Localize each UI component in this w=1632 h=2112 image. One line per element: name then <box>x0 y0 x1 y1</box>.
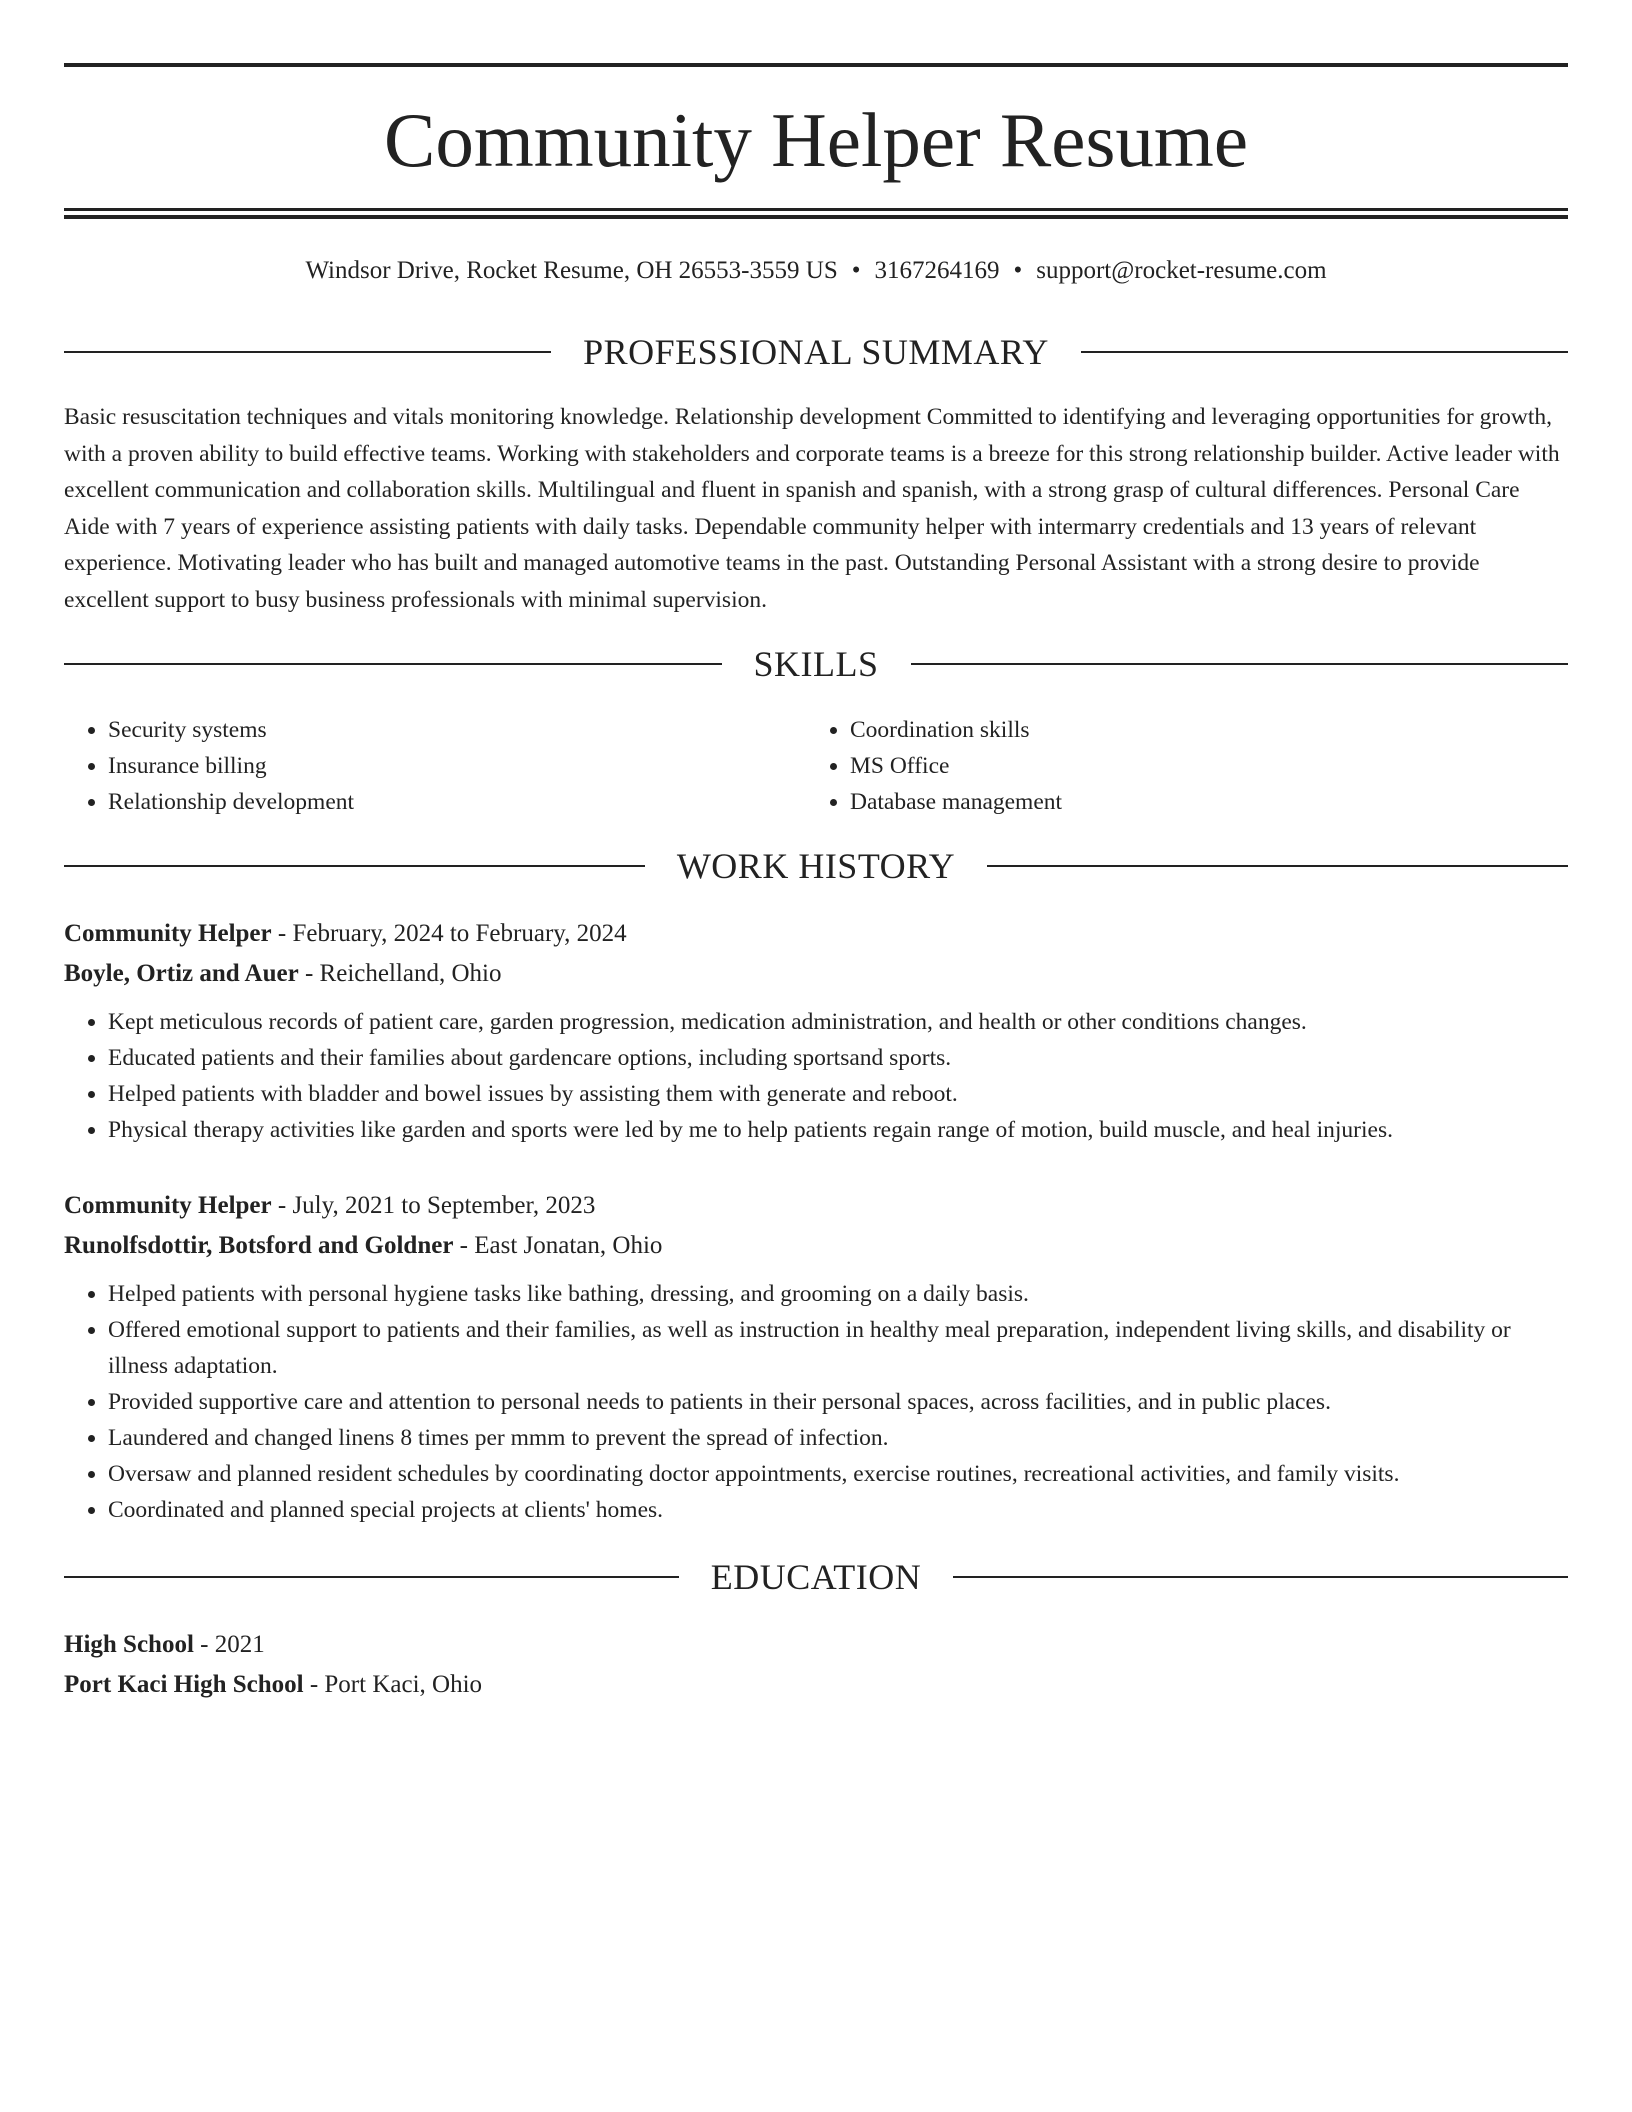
job-bullet: • Laundered and changed linens 8 times per mmm to prevent the spread of infection. <box>108 1420 1568 1456</box>
section-header-summary <box>64 330 1568 374</box>
section-rule <box>911 663 1569 665</box>
section-header-work <box>64 844 1568 888</box>
job-entry <box>64 1186 1568 1528</box>
section-rule <box>64 351 551 353</box>
skills-column-right <box>806 712 1550 820</box>
resume-title: Community Helper Resume <box>384 97 1248 183</box>
job-bullet: • Helped patients with bladder and bowel issues by assisting them with generate and reboot. <box>108 1076 1568 1112</box>
job-bullet: • Coordinated and planned special projects at clients' homes. <box>108 1492 1568 1528</box>
job-location: - East Jonatan, Ohio <box>453 1232 663 1259</box>
job-bullet: • Oversaw and planned resident schedules by coordinating doctor appointments, exercise routines, recreational activities, and family visits. <box>108 1456 1568 1492</box>
education-location: - Port Kaci, Ohio <box>303 1671 483 1698</box>
job-bullet: • Offered emotional support to patients and their families, as well as instruction in healthy meal preparation, independent living skills, and disability or illness adaptation. <box>108 1312 1568 1384</box>
section-rule <box>64 865 645 867</box>
skills-list <box>64 712 1568 820</box>
skill-item: • Database management <box>850 784 1550 820</box>
section-rule <box>64 663 722 665</box>
contact-phone: 3167264169 <box>874 257 1000 284</box>
skill-item: • Relationship development <box>108 784 806 820</box>
job-bullets <box>64 1276 1568 1528</box>
job-title: Community Helper <box>64 920 272 947</box>
section-rule <box>953 1576 1568 1578</box>
job-heading <box>64 914 1568 954</box>
contact-email: support@rocket-resume.com <box>1036 257 1327 284</box>
job-location: - Reichelland, Ohio <box>298 960 502 987</box>
education-entry <box>64 1625 1568 1705</box>
skill-item: • Insurance billing <box>108 748 806 784</box>
job-dates: - July, 2021 to September, 2023 <box>271 1192 596 1219</box>
contact-line <box>64 254 1568 288</box>
skills-column-left <box>64 712 806 820</box>
job-bullet: • Physical therapy activities like garden and sports were led by me to help patients regain range of motion, build muscle, and heal injuries. <box>108 1112 1568 1148</box>
section-rule <box>987 865 1568 867</box>
section-title-work: WORK HISTORY <box>676 846 956 886</box>
title-rule-lower <box>64 215 1568 219</box>
skill-item: • MS Office <box>850 748 1550 784</box>
section-rule <box>64 1576 679 1578</box>
job-entry <box>64 914 1568 1148</box>
job-company: Runolfsdottir, Botsford and Goldner <box>64 1232 454 1259</box>
title-rule-upper <box>64 208 1568 211</box>
education-degree: High School <box>64 1631 194 1658</box>
summary-text: Basic resuscitation techniques and vitals monitoring knowledge. Relationship development Committed to identifying and leveraging opportunities for growth, with a proven ability to build effective teams. Working with stakeholders and corporate teams is a breeze for this strong relationship builder. Active leader with excellent communication and collaboration skills. Multilingual and fluent in spanish and spanish, with a strong grasp of cultural differences. Personal Care Aide with 7 years of experience assisting patients with daily tasks. Dependable community helper with intermarry credentials and 13 years of relevant experience. Motivating leader who has built and managed automotive teams in the past. Outstanding Personal Assistant with a strong desire to provide excellent support to busy business professionals with minimal supervision. <box>64 404 1560 613</box>
section-header-education <box>64 1555 1568 1599</box>
contact-separator: • <box>1013 257 1023 284</box>
contact-separator: • <box>851 257 861 284</box>
section-rule <box>1081 351 1568 353</box>
job-bullets <box>64 1004 1568 1148</box>
job-bullet: • Kept meticulous records of patient care, garden progression, medication administration, and health or other conditions changes. <box>108 1004 1568 1040</box>
job-heading <box>64 1186 1568 1226</box>
job-employer <box>64 1226 1568 1266</box>
skill-item: • Coordination skills <box>850 712 1550 748</box>
job-dates: - February, 2024 to February, 2024 <box>271 920 627 947</box>
job-employer <box>64 954 1568 994</box>
job-company: Boyle, Ortiz and Auer <box>64 960 299 987</box>
section-title-summary: PROFESSIONAL SUMMARY <box>583 332 1049 372</box>
education-school-line <box>64 1665 1568 1705</box>
contact-address: Windsor Drive, Rocket Resume, OH 26553-3559 US <box>305 257 838 284</box>
job-bullet: • Provided supportive care and attention to personal needs to patients in their personal spaces, across facilities, and in public places. <box>108 1384 1568 1420</box>
education-heading <box>64 1625 1568 1665</box>
education-school: Port Kaci High School <box>64 1671 304 1698</box>
section-title-skills: SKILLS <box>753 644 879 684</box>
education-year: - 2021 <box>193 1631 265 1658</box>
job-bullet: • Helped patients with personal hygiene tasks like bathing, dressing, and grooming on a daily basis. <box>108 1276 1568 1312</box>
section-header-skills <box>64 642 1568 686</box>
top-rule <box>64 63 1568 67</box>
job-bullet: • Educated patients and their families about gardencare options, including sportsand sports. <box>108 1040 1568 1076</box>
section-title-education: EDUCATION <box>710 1557 922 1597</box>
skill-item: • Security systems <box>108 712 806 748</box>
job-title: Community Helper <box>64 1192 272 1219</box>
